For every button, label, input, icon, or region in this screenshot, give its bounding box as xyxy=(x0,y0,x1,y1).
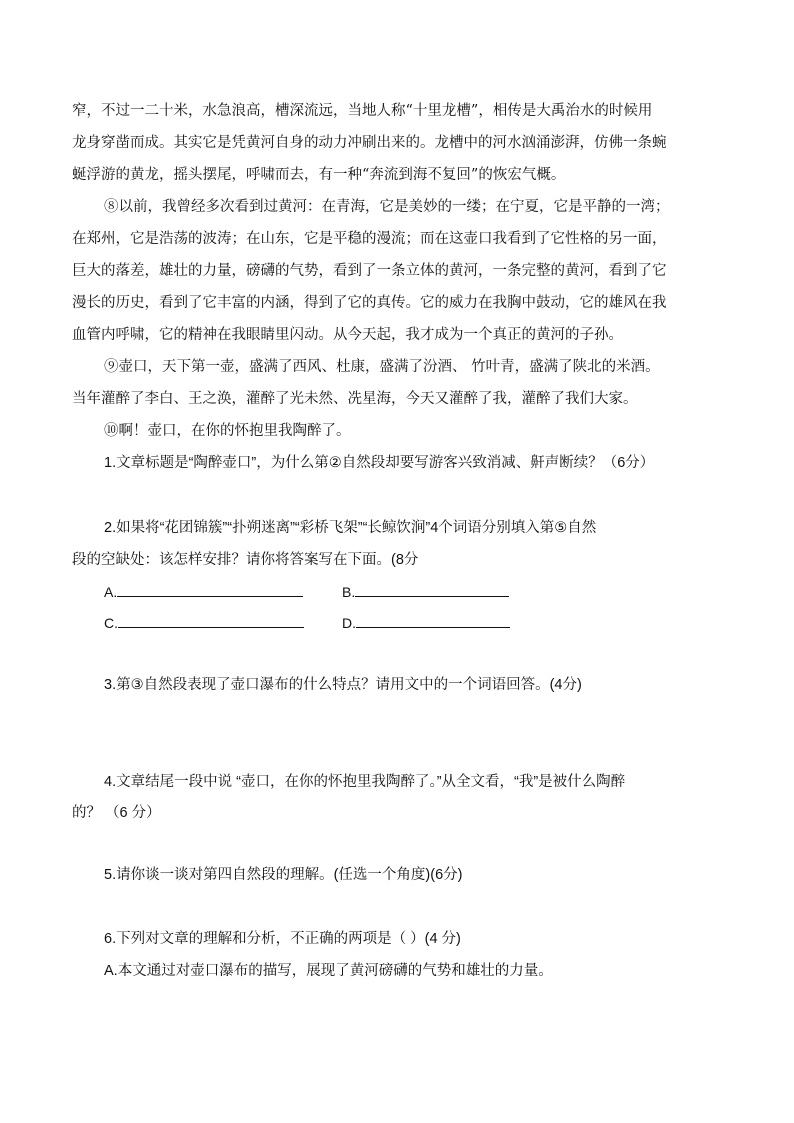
passage-paragraph-10: ⑩啊！壶口，在你的怀抱里我陶醉了。 xyxy=(104,423,351,439)
blank-label-a: A. xyxy=(104,584,118,600)
question-5: 5.请你谈一谈对第四自然段的理解。(任选一个角度)(6分) xyxy=(104,867,463,883)
passage-paragraph-9: ⑨壶口，天下第一壶，盛满了西风、杜康，盛满了汾酒、 竹叶青，盛满了陕北的米酒。 xyxy=(104,359,660,375)
answer-blank-a[interactable] xyxy=(104,582,303,602)
blank-underline xyxy=(117,582,303,597)
question-6-option-a[interactable]: A.本文通过对壶口瀑布的描写，展现了黄河磅礴的气势和雄壮的力量。 xyxy=(104,963,553,979)
answer-blank-c[interactable] xyxy=(104,613,304,633)
blank-underline xyxy=(118,613,304,628)
passage-line: 当年灌醉了李白、王之涣，灌醉了光未然、冼星海，今天又灌醉了我，灌醉了我们大家。 xyxy=(72,391,638,407)
passage-line: 蜒浮游的黄龙，摇头摆尾，呼啸而去，有一种“奔流到海不复回”的恢宏气概。 xyxy=(72,167,566,183)
question-1: 1.文章标题是“陶醉壶口”，为什么第②自然段却要写游客兴致消减、鼾声断续？（6分） xyxy=(104,455,655,471)
question-2: 2.如果将“花团锦簇”“扑朔迷离”“彩桥飞架”“长鲸饮涧”4个词语分别填入第⑤自然 xyxy=(104,520,597,536)
answer-blank-d[interactable] xyxy=(342,613,510,633)
passage-line: 窄，不过一二十米，水急浪高，槽深流远，当地人称“十里龙槽”，相传是大禹治水的时候用 xyxy=(72,103,653,119)
question-6: 6.下列对文章的理解和分析，不正确的两项是（ ）(4 分) xyxy=(104,931,461,947)
passage-paragraph-8: ⑧以前，我曾经多次看到过黄河：在青海，它是美妙的一缕；在宁夏，它是平静的一湾； xyxy=(104,199,670,215)
question-4: 4.文章结尾一段中说 “壶口，在你的怀抱里我陶醉了。”从全文看，“我”是被什么陶醉 xyxy=(104,774,626,790)
answer-blank-b[interactable] xyxy=(342,582,509,602)
question-3: 3.第③自然段表现了壶口瀑布的什么特点？请用文中的一个词语回答。(4分) xyxy=(104,677,582,693)
blank-label-c: C. xyxy=(104,615,118,631)
passage-line: 漫长的历史，看到了它丰富的内涵，得到了它的真传。它的威力在我胸中鼓动，它的雄风在我 xyxy=(72,295,667,311)
passage-line: 在郑州，它是浩荡的波涛；在山东，它是平稳的漫流；而在这壶口我看到了它性格的另一面， xyxy=(72,231,667,247)
question-2-continued: 段的空缺处：该怎样安排？请你将答案写在下面。(8分 xyxy=(72,552,419,568)
passage-line: 血管内呼啸，它的精神在我眼睛里闪动。从今天起，我才成为一个真正的黄河的子孙。 xyxy=(72,327,623,343)
blank-underline xyxy=(355,582,509,597)
blank-underline xyxy=(356,613,510,628)
passage-line: 龙身穿凿而成。其实它是凭黄河自身的动力冲刷出来的。龙槽中的河水汹涌澎湃，仿佛一条蜿 xyxy=(72,135,667,151)
blank-label-b: B. xyxy=(342,584,356,600)
question-4-continued: 的？ （6 分） xyxy=(72,805,161,821)
passage-line: 巨大的落差，雄壮的力量，磅礴的气势，看到了一条立体的黄河，一条完整的黄河，看到了它 xyxy=(72,263,667,279)
blank-label-d: D. xyxy=(342,615,356,631)
